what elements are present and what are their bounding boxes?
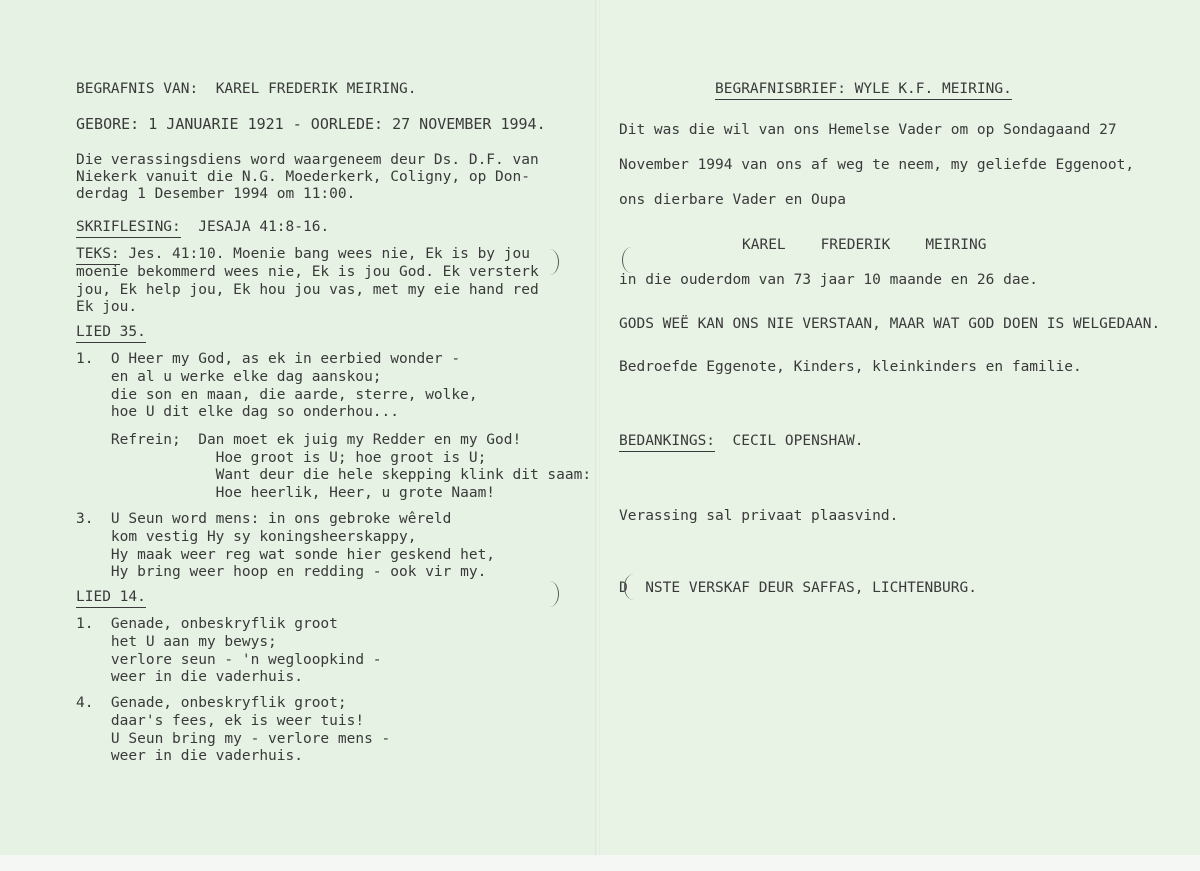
refrain-line-1: Refrein; Dan moet ek juig my Redder en my God! <box>76 432 522 448</box>
text-line-3: jou, Ek help jou, Ek hou jou vas, met my eie hand red <box>76 282 539 298</box>
services-line: D NSTE VERSKAF DEUR SAFFAS, LICHTENBURG. <box>619 580 977 596</box>
refrain-line-2: Hoe groot is U; hoe groot is U; <box>76 450 487 466</box>
intro-line-2: November 1994 van ons af weg te neem, my geliefde Eggenoot, <box>619 157 1135 173</box>
hymn-14-v1-line-2: het U aan my bewys; <box>76 634 277 650</box>
text-line-2: moenie bekommerd wees nie, Ek is jou God. Ek versterk <box>76 264 539 280</box>
text-line-1: TEKS: Jes. 41:10. Moenie bang wees nie, Ek is by jou <box>76 245 530 263</box>
thanks-line: BEDANKINGS: CECIL OPENSHAW. <box>619 432 863 450</box>
punch-hole-top-left <box>540 249 559 275</box>
hymn-14-v4-line-1: 4. Genade, onbeskryflik groot; <box>76 695 347 711</box>
hymn-14-v1-line-4: weer in die vaderhuis. <box>76 669 303 685</box>
intro-line-3: ons dierbare Vader en Oupa <box>619 192 846 208</box>
refrain-line-3: Want deur die hele skepping klink dit saam: <box>76 467 592 483</box>
cremation-line: Verassing sal privaat plaasvind. <box>619 508 899 524</box>
family-line: Bedroefde Eggenote, Kinders, kleinkinders en familie. <box>619 359 1082 375</box>
service-line-3: derdag 1 Desember 1994 om 11:00. <box>76 186 356 202</box>
hymn-14-v4-line-2: daar's fees, ek is weer tuis! <box>76 713 365 729</box>
hymn-35-v1-line-4: hoe U dit elke dag so onderhou... <box>76 404 400 420</box>
scripture-reading: SKRIFLESING: JESAJA 41:8-16. <box>76 218 329 236</box>
paper-bottom-edge <box>0 855 1200 871</box>
motto-line: GODS WEË KAN ONS NIE VERSTAAN, MAAR WAT GOD DOEN IS WELGEDAAN. <box>619 316 1161 332</box>
hymn-14-v1-line-1: 1. Genade, onbeskryflik groot <box>76 616 338 632</box>
hymn-35-v1-line-2: en al u werke elke dag aanskou; <box>76 369 382 385</box>
service-line-2: Niekerk vanuit die N.G. Moederkerk, Coligny, op Don- <box>76 169 530 185</box>
page-fold <box>595 0 600 871</box>
hymn-14-v1-line-3: verlore seun - 'n wegloopkind - <box>76 652 382 668</box>
hymn-35-title: LIED 35. <box>76 323 146 341</box>
refrain-line-4: Hoe heerlik, Heer, u grote Naam! <box>76 485 496 501</box>
punch-hole-top-right <box>622 247 641 273</box>
hymn-35-v3-line-1: 3. U Seun word mens: in ons gebroke wêreld <box>76 511 452 527</box>
age-line: in die ouderdom van 73 jaar 10 maande en 26 dae. <box>619 272 1039 288</box>
hymn-35-v1-line-3: die son en maan, die aarde, sterre, wolke, <box>76 387 478 403</box>
hymn-14-v4-line-3: U Seun bring my - verlore mens - <box>76 731 391 747</box>
hymn-35-v3-line-4: Hy bring weer hoop en redding - ook vir my. <box>76 564 487 580</box>
hymn-35-v3-line-3: Hy maak weer reg wat sonde hier geskend het, <box>76 547 496 563</box>
funeral-heading: BEGRAFNIS VAN: KAREL FREDERIK MEIRING. <box>76 81 417 97</box>
hymn-35-v3-line-2: kom vestig Hy sy koningsheerskappy, <box>76 529 417 545</box>
text-line-4: Ek jou. <box>76 299 138 315</box>
deceased-name: KAREL FREDERIK MEIRING <box>742 237 987 253</box>
letter-title: BEGRAFNISBRIEF: WYLE K.F. MEIRING. <box>715 80 1012 98</box>
service-line-1: Die verassingsdiens word waargeneem deur Ds. D.F. van <box>76 152 539 168</box>
hymn-14-v4-line-4: weer in die vaderhuis. <box>76 748 303 764</box>
hymn-35-v1-line-1: 1. O Heer my God, as ek in eerbied wonder - <box>76 351 461 367</box>
punch-hole-bottom-left <box>540 581 559 607</box>
punch-hole-bottom-right <box>624 574 643 600</box>
dates-line: GEBORE: 1 JANUARIE 1921 - OORLEDE: 27 NOVEMBER 1994. <box>76 115 546 133</box>
intro-line-1: Dit was die wil van ons Hemelse Vader om op Sondagaand 27 <box>619 122 1117 138</box>
hymn-14-title: LIED 14. <box>76 588 146 606</box>
